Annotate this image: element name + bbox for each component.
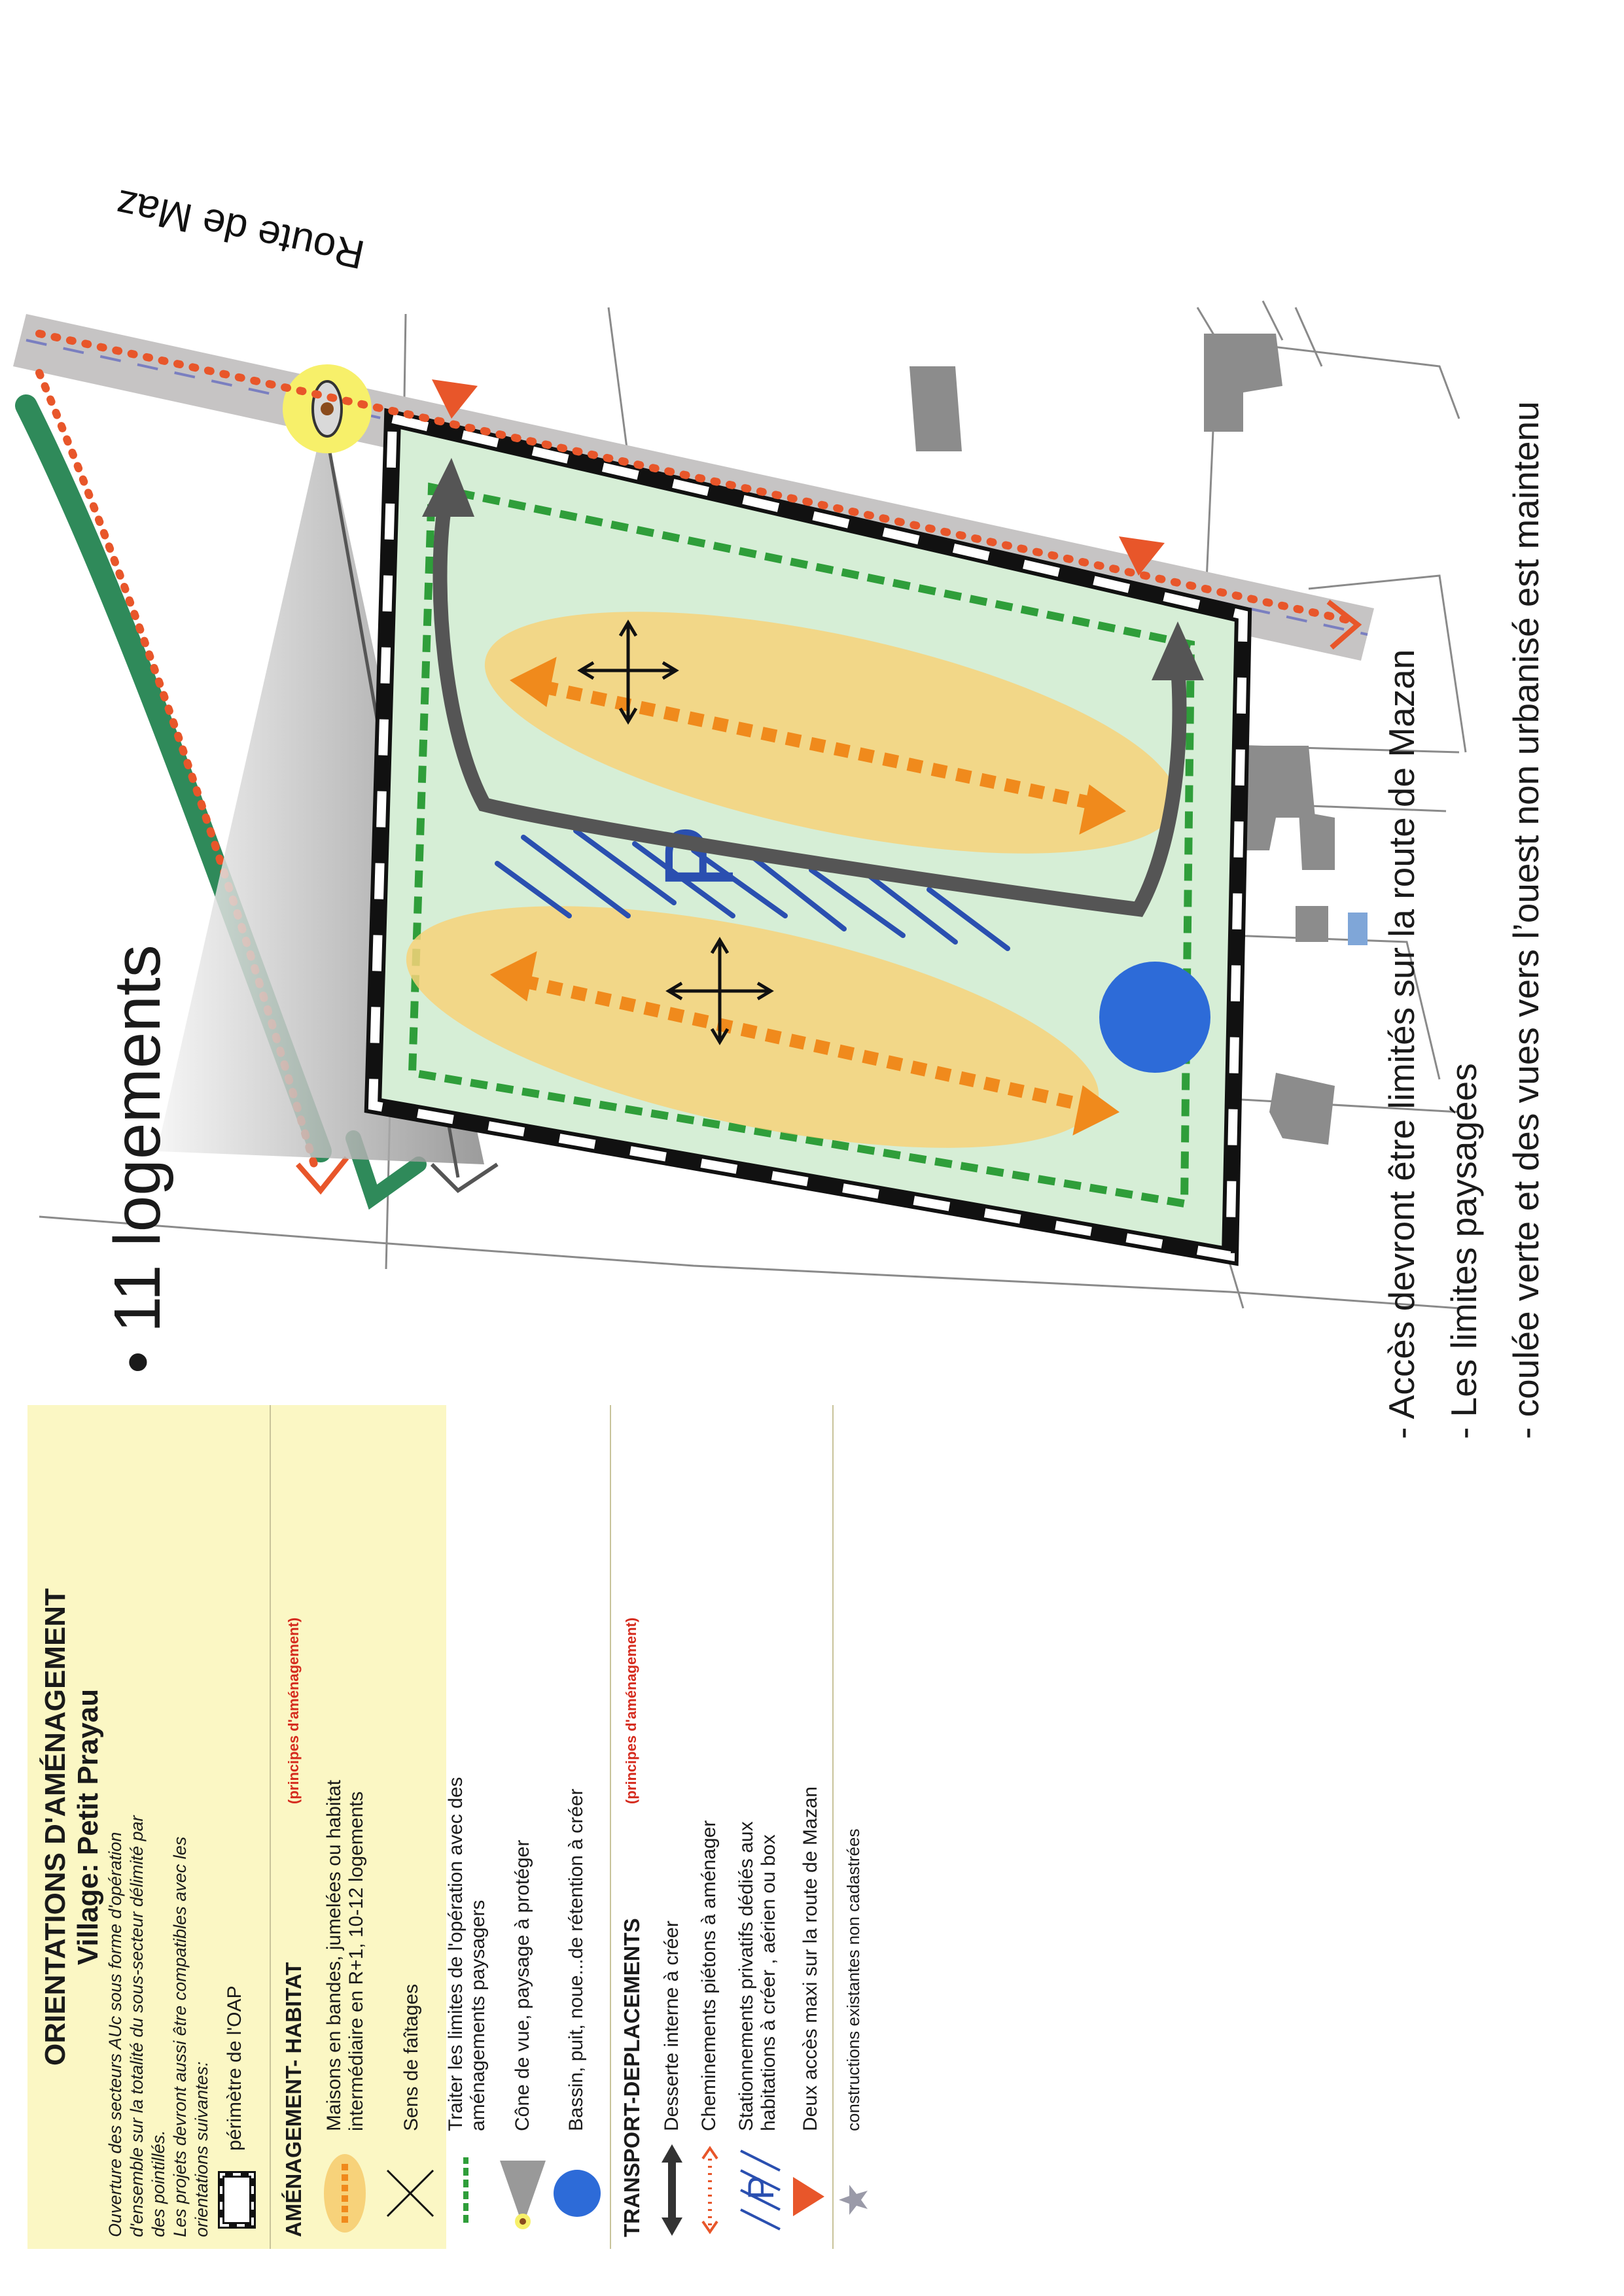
retention-basin xyxy=(1099,962,1210,1073)
habitat-principles: (principes d'aménagement) xyxy=(285,1617,302,1804)
logements-block xyxy=(101,945,173,1374)
intro-line: Les projets devront aussi être compatibles avec les xyxy=(170,1836,190,2237)
view-cone-swatch xyxy=(493,2157,552,2229)
eye-pupil xyxy=(321,402,334,415)
faitage-swatch xyxy=(381,2164,440,2223)
legend-subtitle-text: Village: Petit Prayau xyxy=(72,1688,104,1966)
pedestrian-swatch xyxy=(700,2144,720,2236)
transport-item: Deux accès maxi sur la route de Mazan xyxy=(800,1786,821,2131)
intro-line: orientations suivantes: xyxy=(192,2061,211,2237)
legend-intro xyxy=(105,1419,213,2237)
habitat-item: Cône de vue, paysage à protéger xyxy=(512,1839,533,2131)
habitat-item: aménagements paysagers xyxy=(467,1900,489,2131)
habitat-item: intermédiaire en R+1, 10-12 logements xyxy=(345,1791,367,2131)
transport-item: Desserte interne à créer xyxy=(661,1921,682,2131)
habitat-item: Traiter les limites de l'opération avec des xyxy=(445,1777,467,2131)
parking-swatch-letter: P xyxy=(740,2175,781,2200)
road-label: Route de Maz xyxy=(111,181,368,277)
intro-line: d'ensemble sur la totalité du sous-secteur délimité par xyxy=(127,1815,147,2237)
landscape-limit-swatch xyxy=(459,2157,472,2223)
note-2: - Les limites paysagées xyxy=(1443,1063,1484,1439)
legend-title xyxy=(39,1418,105,2236)
internal-road-swatch xyxy=(659,2144,685,2236)
logements-count: 11 logements xyxy=(101,945,174,1333)
intro-line: Ouverture des secteurs AUc sous forme d'opération xyxy=(105,1832,125,2237)
view-cone-arrowhead xyxy=(432,1164,497,1191)
legend-panel xyxy=(27,1405,863,2249)
parking-swatch xyxy=(734,2144,786,2236)
note-1: - Accès devront être limités sur la route de Mazan xyxy=(1381,649,1422,1439)
habitat-band-swatch xyxy=(322,2151,368,2236)
access-swatch xyxy=(793,2177,826,2216)
legend-separator xyxy=(832,1405,834,2249)
star-icon xyxy=(838,2183,869,2216)
constructions-label: constructions existantes non cadastrées xyxy=(843,1828,863,2131)
transport-item: Cheminements piétons à aménager xyxy=(698,1820,720,2131)
transport-item: Stationnements privatifs dédiés aux xyxy=(735,1821,757,2131)
parking-letter: P xyxy=(644,824,754,890)
transport-item: habitations à créer , aérien ou box xyxy=(758,1834,779,2131)
habitat-item: Sens de faîtages xyxy=(400,1983,422,2131)
notes-block xyxy=(1371,262,1557,1439)
basin-swatch xyxy=(551,2167,603,2219)
legend-separator xyxy=(610,1405,611,2249)
intro-line: des pointillés. xyxy=(149,2130,168,2237)
bullet: • xyxy=(101,1350,174,1374)
note-3: - coulée verte et des vues vers l’ouest non urbanisé est maintenu xyxy=(1506,401,1546,1439)
legend-separator xyxy=(270,1405,271,2249)
perimeter-label: périmètre de l'OAP xyxy=(224,1985,245,2151)
perimeter-swatch xyxy=(217,2170,256,2229)
habitat-item: Bassin, puit, noue...de rétention à créer xyxy=(565,1788,587,2131)
section-habitat: AMÉNAGEMENT- HABITAT xyxy=(281,1962,306,2237)
transport-principles: (principes d'aménagement) xyxy=(623,1617,639,1804)
section-transport: TRANSPORT-DEPLACEMENTS xyxy=(620,1918,644,2237)
pedestrian-path-west-arrowhead xyxy=(298,1158,347,1191)
habitat-item: Maisons en bandes, jumelées ou habitat xyxy=(323,1779,345,2131)
legend-title-text: ORIENTATIONS D'AMÉNAGEMENT xyxy=(39,1588,71,2066)
